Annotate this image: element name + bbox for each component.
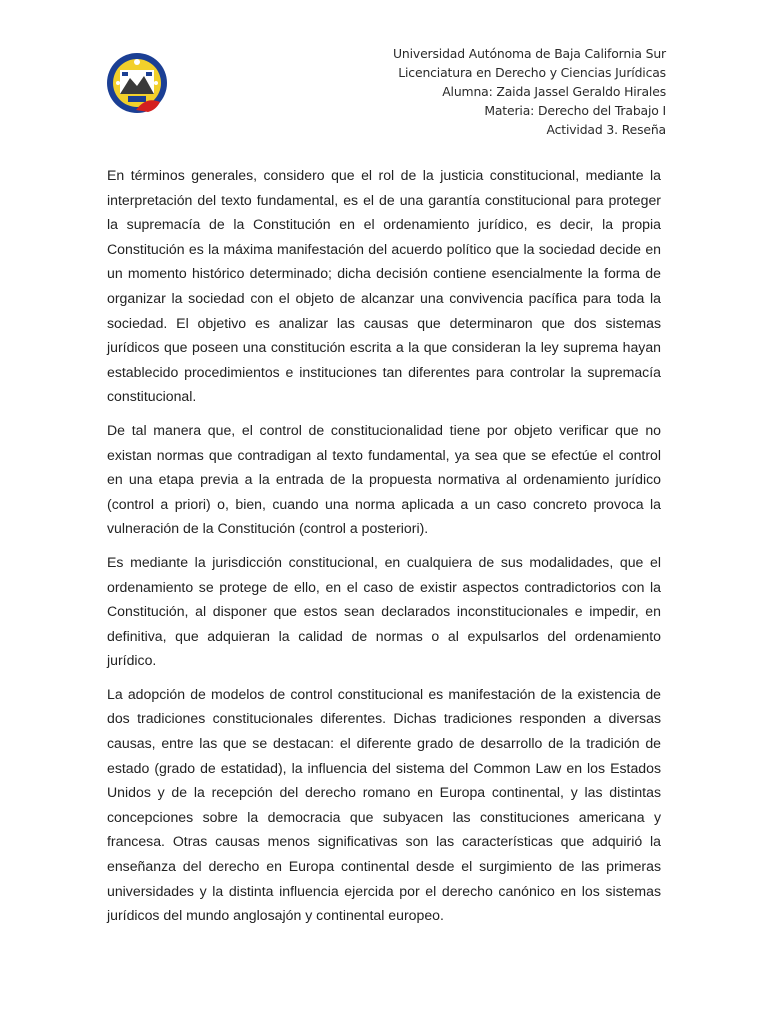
header-subject: Materia: Derecho del Trabajo I [484,103,666,118]
university-seal-icon [106,50,180,118]
university-logo [106,50,180,118]
document-header [393,44,666,139]
header-student: Alumna: Zaida Jassel Geraldo Hirales [442,84,666,99]
header-activity: Actividad 3. Reseña [546,122,666,137]
header-program: Licenciatura en Derecho y Ciencias Jurídicas [398,65,666,80]
paragraph-2: De tal manera que, el control de constitucionalidad tiene por objeto verificar que no existan normas que contradigan al texto fundamental, ya sea que se efectúe el control en una etapa previa a la entrada de la propuesta normativa al ordenamiento jurídico (control a priori) o, bien, cuando una norma aplicada a un caso concreto provoca la vulneración de la Constitución (control a posteriori). [107,421,661,537]
document-body [107,163,661,937]
paragraph-3: Es mediante la jurisdicción constitucional, en cualquiera de sus modalidades, que el ordenamiento se protege de ello, en el caso de existir aspectos contradictorios con la Constitución, al disponer que estos sean declarados inconstitucionales e impedir, en definitiva, que adquieran la calidad de normas o al expulsarlos del ordenamiento jurídico. [107,553,661,669]
paragraph-4: La adopción de modelos de control constitucional es manifestación de la existencia de dos tradiciones constitucionales diferentes. Dichas tradiciones responden a diversas causas, entre las que se destacan: el diferente grado de desarrollo de la tradición de estado (grado de estatidad), la influencia del sistema del Common Law en los Estados Unidos y de la recepción del derecho romano en Europa continental, y las distintas concepciones sobre la democracia que subyacen las constituciones americana y francesa. Otras causas menos significativas son las características que adquirió la enseñanza del derecho en Europa continental desde el surgimiento de las primeras universidades y la distinta influencia ejercida por el derecho canónico en los sistemas jurídicos del mundo anglosajón y continental europeo. [107,685,661,924]
header-university: Universidad Autónoma de Baja California Sur [392,46,666,61]
paragraph-1: En términos generales, considero que el rol de la justicia constitucional, mediante la interpretación del texto fundamental, es el de una garantía constitucional para proteger la supremacía de la Constitución en el ordenamiento jurídico, es decir, la propia Constitución es la máxima manifestación del acuerdo político que la sociedad decide en un momento histórico determinado; dicha decisión contiene esencialmente la forma de organizar la sociedad con el objeto de alcanzar una convivencia pacífica para toda la sociedad. El objetivo es analizar las causas que determinaron que dos sistemas jurídicos que poseen una constitución escrita a la que consideran la ley suprema hayan establecido procedimientos e instituciones tan diferentes para controlar la supremacía constitucional. [107,167,661,405]
